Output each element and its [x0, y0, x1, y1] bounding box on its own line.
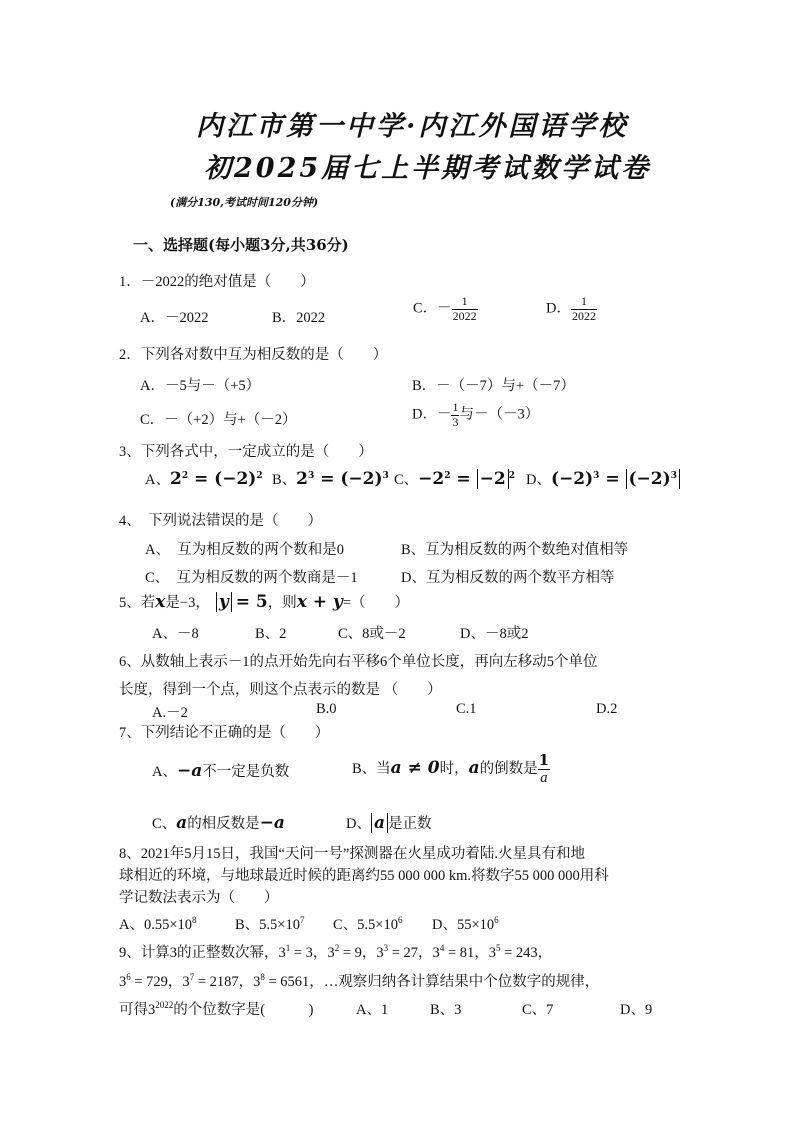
sum-expression: x + y [296, 592, 343, 612]
option-text: C、5.5×10 [333, 917, 398, 933]
formula: $2^2 = (-2)^2$ [169, 469, 263, 489]
option-label: C、 [152, 816, 177, 832]
stem-text: 是−3， [165, 595, 210, 611]
option-text: 不一定是负数 [202, 764, 290, 780]
fraction [571, 295, 597, 324]
question-8-option-c [333, 913, 402, 934]
question-4-option-a: A、 互为相反数的两个数和是0 [145, 542, 344, 558]
question-4-option-d: D、互为相反数的两个数平方相等 [401, 570, 615, 586]
option-label: D、 [346, 816, 371, 832]
option-label: B、当 [352, 760, 391, 777]
fraction [452, 295, 478, 324]
denominator: a [540, 770, 548, 787]
question-7-option-b [352, 752, 550, 787]
formula: −a [176, 761, 203, 781]
question-7-option-a [152, 760, 289, 781]
question-3-option-c [394, 468, 515, 489]
question-9-line3 [119, 998, 313, 1019]
exponent: 7 [299, 915, 305, 925]
fraction [538, 752, 550, 787]
variable-a: a [468, 757, 480, 778]
question-5-option-a: A、－8 [152, 626, 199, 642]
stem-text: ，则 [267, 595, 297, 611]
section-heading-choice: 一、选择题(每小题3分,共36分) [133, 236, 349, 254]
formula: $3^6 = 729$，$3^7 = 2187$，$3^8 = 6561$， [119, 972, 324, 990]
option-text: 的倒数是 [479, 760, 538, 777]
denominator: 2022 [571, 308, 596, 323]
question-5-option-c: C、8或－2 [338, 626, 406, 642]
question-4-option-c: C、 互为相反数的两个数商是－1 [145, 570, 358, 586]
numerator: 1 [452, 295, 478, 310]
abs-y: y [216, 592, 232, 612]
option-label: C．－ [413, 300, 452, 317]
question-6-line2: 长度，得到一个点，则这个点表示的数是 （ ） [119, 682, 442, 698]
exponent: 6 [397, 915, 403, 925]
exponent: 8 [192, 915, 197, 925]
question-7-stem: 7、下列结论不正确的是（ ） [119, 725, 330, 741]
formula: $2^3 = (-2)^3$ [296, 469, 389, 489]
question-7-option-d [346, 812, 432, 833]
option-text: A、0.55×10 [119, 917, 193, 933]
exam-title-line1: 内江市第一中学·内江外国语学校 [196, 111, 629, 142]
question-6-option-b: B.0 [316, 701, 337, 717]
formula: $-2^2 = -2$ $^2$ [418, 469, 515, 489]
question-8-line1: 8、2021年5月15日，我国“天问一号”探测器在火星成功着陆.火星具有和地 [119, 846, 585, 862]
question-6-line1: 6、从数轴上表示－1的点开始先向右平移6个单位长度，再向左移动5个单位 [119, 654, 598, 670]
abs-a: a [371, 813, 388, 833]
question-4-option-b: B、互为相反数的两个数绝对值相等 [401, 542, 629, 558]
question-3-option-a [145, 468, 263, 489]
question-1-stem: 1．－2022的绝对值是（ ） [119, 274, 315, 290]
question-9-option-a: A、1 [356, 1002, 389, 1018]
variable-a: a [176, 813, 188, 833]
question-2-option-b: B．－（－7）与+（－7） [412, 378, 575, 394]
question-1-option-b: B．2022 [272, 310, 326, 326]
option-label: C、 [394, 472, 419, 488]
question-8-option-a [119, 913, 197, 934]
exam-title-line2: 初2025届七上半期考试数学试卷 [204, 153, 652, 184]
stem-text: 可得3 [119, 1002, 156, 1018]
question-6-option-c: C.1 [456, 701, 477, 717]
question-6-option-a: A.－2 [152, 705, 188, 721]
option-text: 是正数 [388, 816, 432, 832]
question-5-option-d: D、－8或2 [460, 626, 529, 642]
question-3-option-d [526, 468, 680, 489]
question-8-option-d [432, 913, 499, 934]
question-8-option-b [235, 913, 304, 934]
equals-five: = 5 [235, 592, 268, 612]
exponent: 6 [494, 915, 499, 925]
question-5-option-b: B、2 [255, 626, 287, 642]
numerator: 1 [571, 295, 597, 310]
question-9-option-c: C、7 [522, 1002, 554, 1018]
option-text: B、5.5×10 [235, 917, 300, 933]
stem-end: =（ ） [342, 595, 410, 611]
question-9-line2 [119, 970, 599, 991]
question-3-stem: 3、下列各式中，一定成立的是（ ） [119, 444, 373, 460]
question-3-option-b [272, 468, 389, 489]
question-2-stem: 2．下列各对数中互为相反数的是（ ） [119, 347, 388, 363]
question-2-option-a: A．－5与－（+5） [140, 378, 261, 394]
question-7-option-c [152, 812, 285, 833]
formula: $(-2)^3 = (-2)^3$ [551, 469, 680, 489]
formula: a ≠ 0 [390, 757, 440, 778]
question-8-line3: 学记数法表示为（ ） [119, 890, 279, 906]
denominator: 2022 [452, 308, 477, 323]
exam-subtitle: (满分130,考试时间120分钟) [170, 196, 319, 209]
question-2-option-c: C．－（+2）与+（－2） [140, 412, 297, 428]
option-label: A、 [152, 764, 177, 780]
stem-text: 的个位数字是( ) [173, 1002, 314, 1018]
question-1-option-a: A．－2022 [140, 310, 209, 326]
question-1-option-d [546, 295, 597, 324]
question-8-line2: 球相近的环境，与地球最近时候的距离约55 000 000 km.将数字55 000 000用科 [119, 868, 609, 884]
option-label: B、 [272, 472, 297, 488]
option-text: 与－（－3） [459, 406, 540, 423]
question-1-option-c [413, 295, 478, 324]
question-4-stem: 4、 下列说法错误的是（ ） [119, 513, 322, 529]
question-5-stem [119, 591, 409, 612]
numerator: 1 [452, 400, 459, 414]
option-label: A、 [145, 472, 170, 488]
formula: $3^1 = 3$，$3^2 = 9$，$3^3 = 27$，$3^4 = 81$，$3^5 = 243$， [278, 943, 553, 961]
question-9-option-d: D、9 [620, 1002, 653, 1018]
question-2-option-d [412, 401, 539, 430]
variable-x: x [155, 592, 166, 612]
formula: −a [259, 813, 285, 833]
question-9-option-b: B、3 [430, 1002, 462, 1018]
option-label: D、 [526, 472, 551, 488]
stem-prefix: 5、若 [119, 595, 156, 611]
option-text: 的相反数是 [187, 816, 260, 832]
option-text: D、55×10 [432, 917, 495, 933]
option-label: D．－ [412, 406, 452, 423]
option-text: 时， [439, 760, 469, 777]
question-6-option-d: D.2 [596, 701, 618, 717]
exponent: 2022 [155, 1000, 174, 1010]
numerator: 1 [538, 751, 550, 769]
stem-text: 9、计算3的正整数次幂， [119, 945, 279, 961]
stem-text: …观察归纳各计算结果中个位数字的规律， [323, 974, 600, 990]
option-label: D． [546, 300, 571, 317]
denominator: 3 [452, 414, 459, 429]
question-9-line1 [119, 941, 552, 962]
